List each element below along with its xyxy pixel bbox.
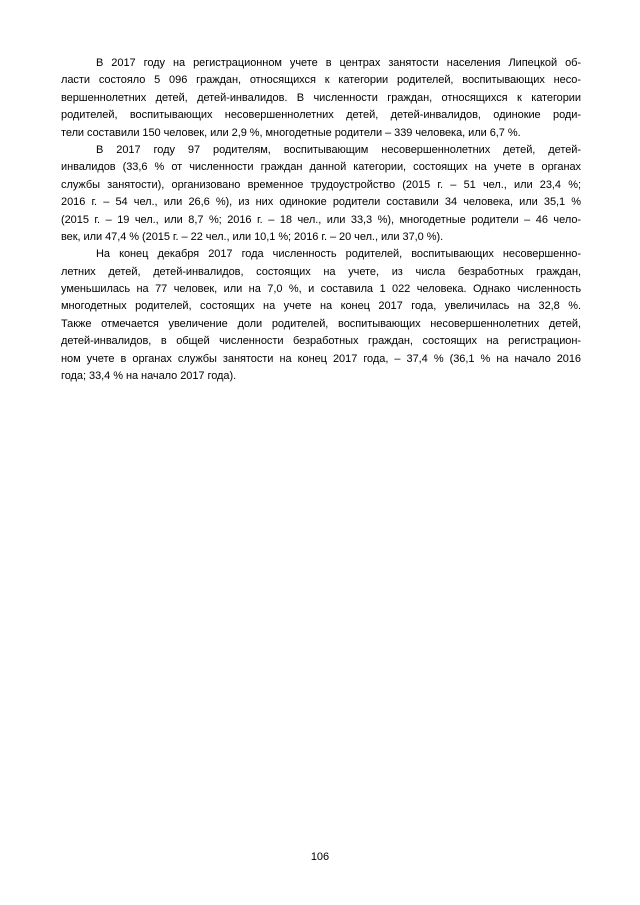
text-line: инвалидов (33,6 % от численности граждан данной категории, состоящих на учете в органах xyxy=(61,161,581,174)
body-text xyxy=(61,55,581,385)
text-line: В 2017 году 97 родителям, воспитывающим несовершеннолетних детей, детей- xyxy=(96,143,581,156)
text-line: детей-инвалидов, в общей численности безработных граждан, состоящих на регистрацион- xyxy=(61,335,581,348)
text-line: ласти состояло 5 096 граждан, относящихся к категории родителей, воспитывающих несо- xyxy=(61,74,581,87)
text-line: 2016 г. – 54 чел., или 26,6 %), из них одинокие родители составили 34 человека, или 35,1 % xyxy=(61,196,581,209)
text-line: службы занятости), организовано временное трудоустройство (2015 г. – 51 чел., или 23,4 %; xyxy=(61,178,581,191)
text-line: года; 33,4 % на начало 2017 года). xyxy=(61,370,237,383)
text-line: Также отмечается увеличение доли родителей, воспитывающих несовершеннолетних детей, xyxy=(61,317,581,330)
text-line: В 2017 году на регистрационном учете в центрах занятости населения Липецкой об- xyxy=(96,57,581,69)
text-line: (2015 г. – 19 чел., или 8,7 %; 2016 г. – 18 чел., или 33,3 %), многодетные родители – 46 чело- xyxy=(61,213,581,226)
text-line: летних детей, детей-инвалидов, состоящих на учете, из числа безработных граждан, xyxy=(61,265,581,278)
page-number: 106 xyxy=(310,851,330,863)
text-line: На конец декабря 2017 года численность родителей, воспитывающих несовершенно- xyxy=(96,248,581,261)
paragraph xyxy=(61,142,581,246)
text-line: родителей, воспитывающих несовершеннолетних детей, детей-инвалидов, одинокие роди- xyxy=(61,109,581,122)
text-line: многодетных родителей, состоящих на учете на конец 2017 года, увеличилась на 32,8 %. xyxy=(61,300,581,313)
text-line: вершеннолетних детей, детей-инвалидов. В численности граждан, относящихся к категории xyxy=(61,91,581,104)
text-line: уменьшилась на 77 человек, или на 7,0 %, и составила 1 022 человека. Однако численность xyxy=(61,283,581,296)
text-line: тели составили 150 человек, или 2,9 %, многодетные родители – 339 человека, или 6,7 %. xyxy=(61,126,521,139)
text-line: век, или 47,4 % (2015 г. – 22 чел., или 10,1 %; 2016 г. – 20 чел., или 37,0 %). xyxy=(61,230,444,243)
text-line: ном учете в органах службы занятости на конец 2017 года, – 37,4 % (36,1 % на начало 2016 xyxy=(61,352,581,365)
paragraph xyxy=(61,246,581,385)
paragraph xyxy=(61,55,581,142)
